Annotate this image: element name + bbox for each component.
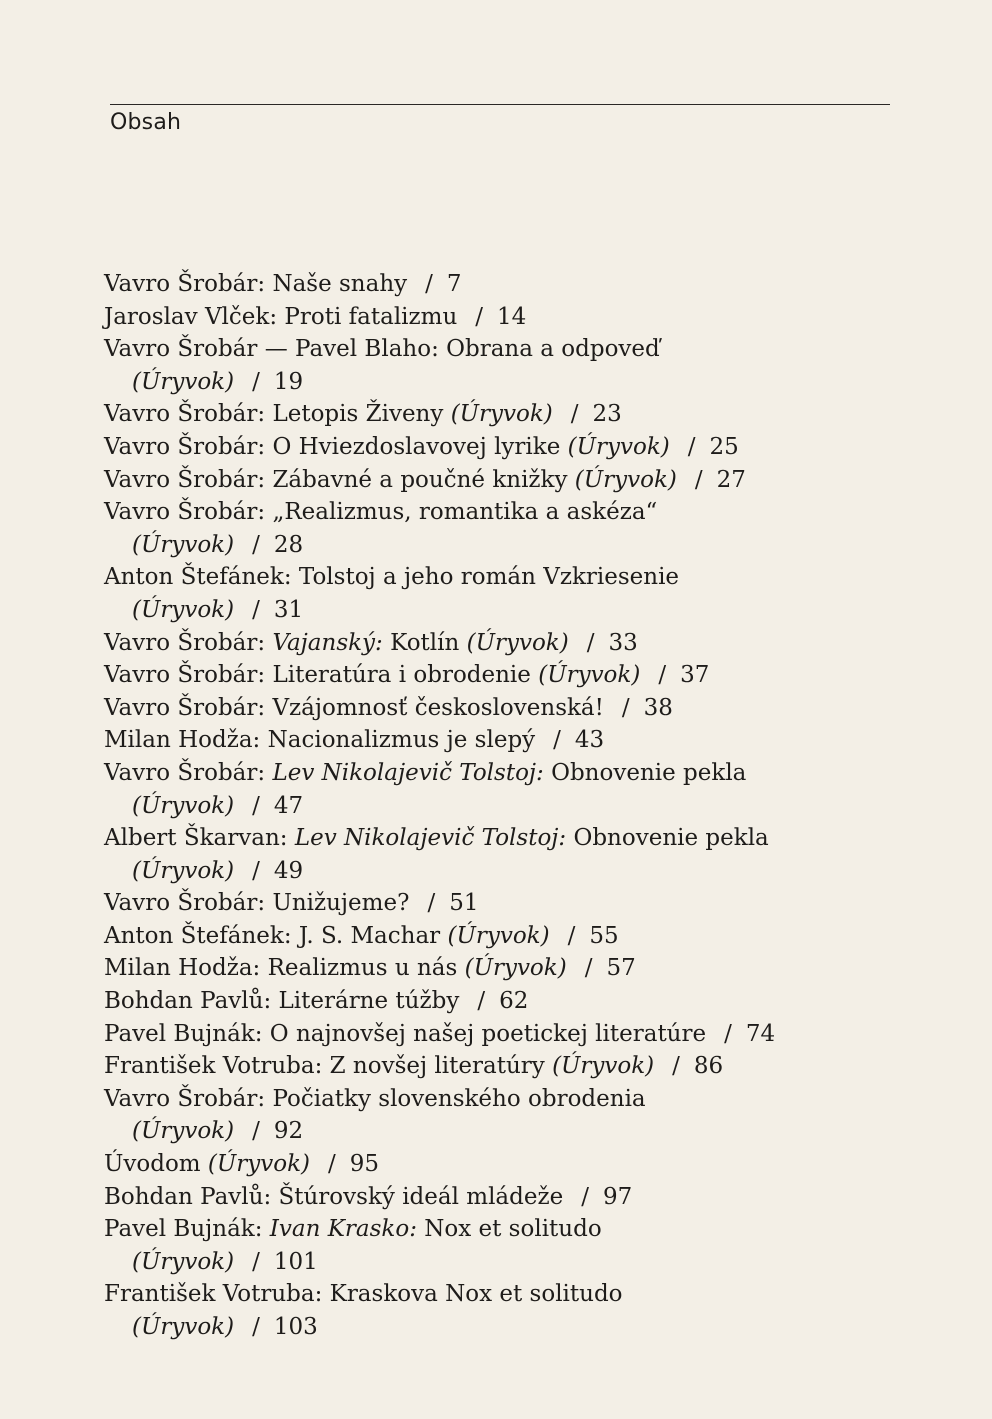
toc-text: Pavel Bujnák:: [104, 1216, 270, 1243]
toc-text: Vavro Šrobár: Zábavné a poučné knižky: [104, 466, 575, 493]
toc-text: Obnovenie pekla: [543, 759, 747, 786]
toc-text: Vavro Šrobár: „Realizmus, romantika a askéza“: [104, 499, 658, 526]
toc-line: [104, 1018, 904, 1051]
toc-text: Vavro Šrobár: Literatúra i obrodenie: [104, 662, 539, 689]
toc-text: Bohdan Pavlů: Literárne túžby: [104, 988, 460, 1015]
toc-page-number: 92: [273, 1118, 304, 1145]
toc-line: [104, 1213, 904, 1246]
toc-line: [104, 333, 904, 366]
toc-separator: /: [252, 531, 260, 558]
toc-line: [104, 1278, 904, 1311]
toc-text: Milan Hodža: Realizmus u nás: [104, 955, 465, 982]
toc-line: [104, 822, 904, 855]
toc-italic-text: (Úryvok): [132, 792, 235, 819]
toc-italic-text: (Úryvok): [447, 922, 550, 949]
toc-line: [104, 1148, 904, 1181]
toc-separator: /: [724, 1020, 732, 1047]
toc-page-number: 57: [606, 955, 636, 982]
toc-line: [104, 464, 904, 497]
toc-line: [104, 627, 904, 660]
toc-text: Nox et solitudo: [416, 1216, 602, 1243]
toc-italic-text: (Úryvok): [132, 531, 235, 558]
toc-line: [104, 529, 904, 562]
toc-separator: /: [586, 629, 595, 656]
toc-separator: /: [581, 1183, 589, 1210]
toc-line: [104, 431, 904, 464]
header-rule: [110, 104, 890, 105]
toc-line: [104, 496, 904, 529]
toc-text: Vavro Šrobár: O Hviezdoslavovej lyrike: [104, 433, 568, 460]
toc-separator: /: [425, 271, 433, 297]
toc-text: Pavel Bujnák: O najnovšej našej poetickej literatúre: [104, 1020, 707, 1047]
toc-text: František Votruba: Kraskova Nox et solitudo: [104, 1281, 623, 1308]
toc-page-number: 47: [273, 792, 304, 819]
toc-page-number: 62: [499, 988, 529, 1015]
toc-line: [104, 1050, 904, 1083]
toc-separator: /: [672, 1053, 680, 1080]
toc-page-number: 74: [745, 1020, 776, 1047]
page-title: Obsah: [110, 110, 182, 135]
toc-separator: /: [570, 401, 579, 428]
toc-text: Vavro Šrobár: Letopis Živeny: [104, 401, 451, 428]
toc-italic-text: (Úryvok): [132, 1118, 235, 1145]
toc-italic-text: (Úryvok): [132, 368, 235, 395]
toc-separator: /: [658, 662, 667, 689]
toc-page-number: 97: [602, 1183, 633, 1210]
toc-line: [104, 920, 904, 953]
toc-separator: /: [252, 368, 260, 395]
toc-separator: /: [252, 792, 260, 819]
toc-line: [104, 1181, 904, 1214]
toc-page-number: 49: [273, 857, 304, 884]
toc-text: Úvodom: [104, 1151, 208, 1178]
toc-page-number: 86: [693, 1053, 724, 1080]
toc-line: [104, 561, 904, 594]
toc-page-number: 38: [643, 694, 673, 721]
toc-text: Vavro Šrobár:: [104, 759, 273, 786]
toc-separator: /: [621, 694, 630, 721]
toc-line: [104, 398, 904, 431]
toc-italic-text: (Úryvok): [132, 1314, 235, 1340]
toc-line: [104, 268, 904, 301]
toc-separator: /: [252, 596, 260, 623]
toc-text: Obnovenie pekla: [566, 825, 769, 852]
toc-italic-text: (Úryvok): [132, 857, 235, 884]
toc-line: [104, 659, 904, 692]
toc-line: [104, 1115, 904, 1148]
toc-separator: /: [567, 922, 576, 949]
toc-text: Vavro Šrobár: Počiatky slovenského obrodenia: [104, 1085, 646, 1112]
toc-text: Vavro Šrobár: Unižujeme?: [104, 890, 410, 917]
toc-text: Vavro Šrobár:: [104, 629, 273, 656]
toc-page-number: 23: [592, 401, 622, 428]
toc-line: [104, 757, 904, 790]
toc-italic-text: (Úryvok): [464, 955, 567, 982]
toc-text: Milan Hodža: Nacionalizmus je slepý: [104, 727, 536, 754]
toc-separator: /: [687, 433, 696, 460]
toc-text: Vavro Šrobár — Pavel Blaho: Obrana a odpoveď: [104, 336, 660, 363]
toc-separator: /: [252, 857, 260, 884]
toc-italic-text: Vajanský:: [272, 629, 383, 656]
toc-text: Bohdan Pavlů: Štúrovský ideál mládeže: [104, 1183, 564, 1210]
toc-page-number: 7: [446, 271, 462, 297]
toc-line: [104, 985, 904, 1018]
toc-separator: /: [694, 466, 703, 493]
toc-line: [104, 692, 904, 725]
toc-line: [104, 724, 904, 757]
toc-page-number: 14: [497, 303, 527, 330]
toc-line: [104, 594, 904, 627]
toc-text: František Votruba: Z novšej literatúry: [104, 1053, 553, 1080]
toc-italic-text: (Úryvok): [574, 466, 677, 493]
toc-italic-text: (Úryvok): [450, 401, 553, 428]
toc-italic-text: Ivan Krasko:: [269, 1216, 417, 1243]
toc-italic-text: (Úryvok): [552, 1053, 655, 1080]
toc-text: Kotlín: [382, 629, 467, 656]
toc-line: [104, 366, 904, 399]
toc-italic-text: Lev Nikolajevič Tolstoj:: [272, 759, 544, 786]
toc-page-number: 28: [273, 531, 304, 558]
toc-italic-text: (Úryvok): [132, 1248, 235, 1275]
toc-italic-text: (Úryvok): [132, 596, 235, 623]
toc-italic-text: (Úryvok): [567, 433, 670, 460]
toc-page-number: 103: [273, 1314, 318, 1340]
toc-page-number: 31: [273, 596, 304, 623]
toc-line: [104, 1246, 904, 1279]
toc-italic-text: (Úryvok): [538, 662, 641, 689]
toc-page-number: 55: [589, 922, 619, 949]
toc-page-number: 27: [716, 466, 746, 493]
toc-line: [104, 952, 904, 985]
toc-page-number: 33: [608, 629, 638, 656]
toc-page-number: 19: [273, 368, 304, 395]
toc-line: [104, 301, 904, 334]
toc-page-number: 101: [273, 1248, 318, 1275]
toc-page-number: 43: [574, 727, 605, 754]
toc-text: Jaroslav Vlček: Proti fatalizmu: [104, 303, 458, 330]
toc-separator: /: [252, 1118, 260, 1145]
toc-text: Anton Štefánek: Tolstoj a jeho román Vzkriesenie: [104, 564, 680, 591]
toc-italic-text: (Úryvok): [207, 1151, 311, 1178]
toc-page-number: 95: [349, 1151, 380, 1178]
toc-line: [104, 790, 904, 823]
toc-italic-text: (Úryvok): [466, 629, 569, 656]
toc-separator: /: [252, 1314, 260, 1340]
toc-separator: /: [475, 303, 484, 330]
table-of-contents: [104, 268, 904, 1344]
toc-separator: /: [252, 1248, 260, 1275]
toc-text: Anton Štefánek: J. S. Machar: [104, 922, 448, 949]
toc-italic-text: Lev Nikolajevič Tolstoj:: [294, 825, 567, 852]
toc-separator: /: [328, 1151, 336, 1178]
toc-text: Albert Škarvan:: [104, 825, 295, 852]
toc-text: Vavro Šrobár: Vzájomnosť československá!: [104, 694, 604, 721]
toc-page-number: 25: [709, 433, 739, 460]
toc-line: [104, 1083, 904, 1116]
toc-line: [104, 855, 904, 888]
toc-text: Vavro Šrobár: Naše snahy: [104, 271, 408, 297]
toc-line: [104, 1311, 904, 1344]
toc-separator: /: [584, 955, 593, 982]
toc-separator: /: [553, 727, 561, 754]
toc-separator: /: [427, 890, 436, 917]
toc-page-number: 37: [680, 662, 710, 689]
toc-line: [104, 887, 904, 920]
toc-page-number: 51: [449, 890, 479, 917]
toc-separator: /: [477, 988, 486, 1015]
